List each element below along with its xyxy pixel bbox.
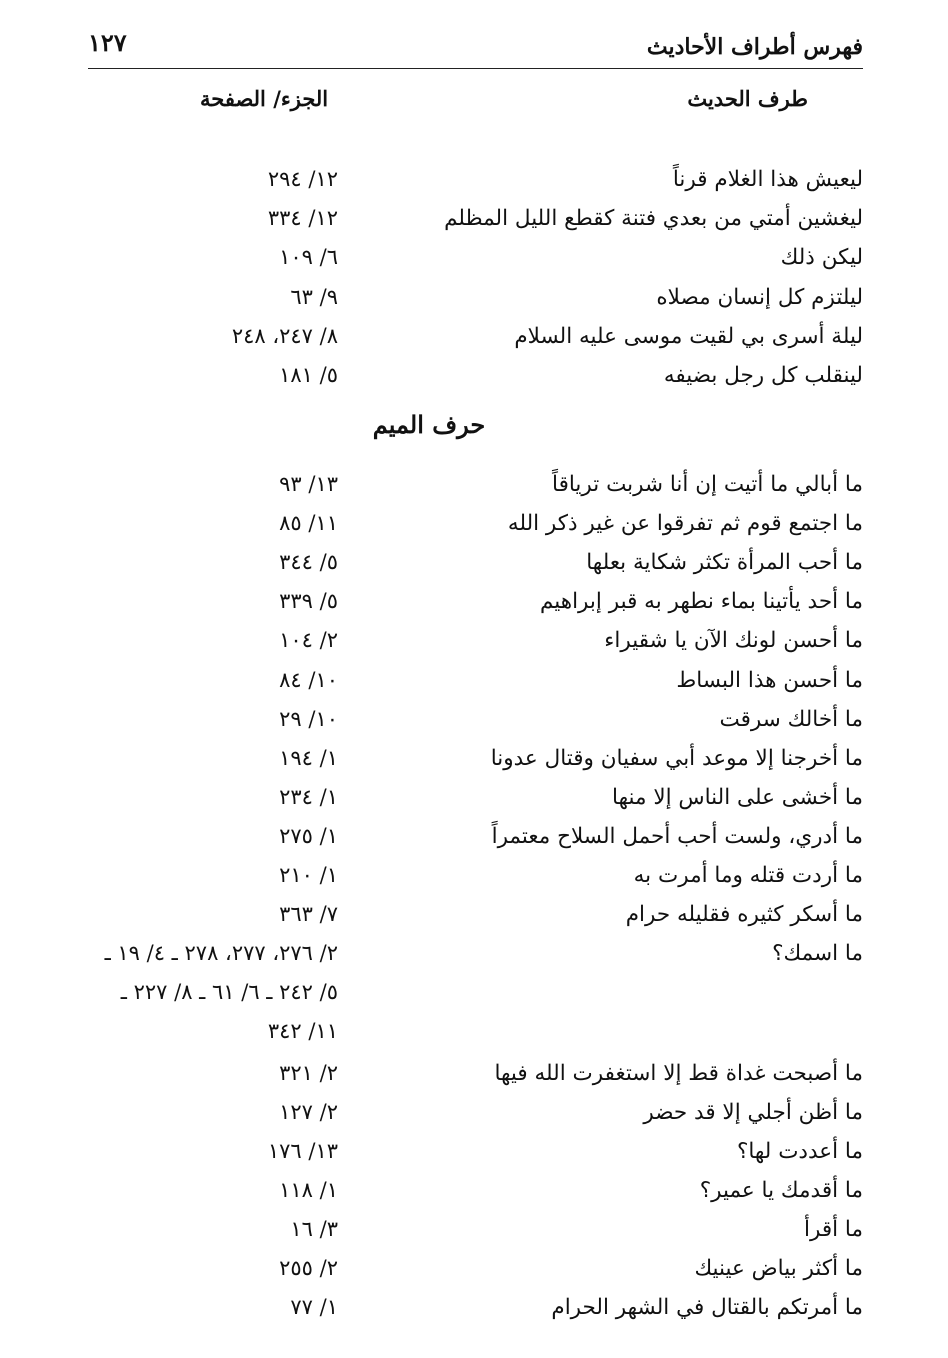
running-title: فهرس أطراف الأحاديث (646, 34, 863, 60)
entry-row-continuation (0, 1012, 948, 1051)
entry-row (0, 1210, 948, 1249)
entry-row (0, 1288, 948, 1327)
hadith-text: ما أمرتكم بالقتال في الشهر الحرام (551, 1295, 863, 1321)
entry-row (0, 1093, 948, 1132)
hadith-text: ما أخرجنا إلا موعد أبي سفيان وقتال عدونا (490, 745, 863, 771)
entry-row (0, 1054, 948, 1093)
hadith-text: ما اجتمع قوم ثم تفرقوا عن غير ذكر الله (507, 511, 863, 537)
reference-text: ١٠/ ٢٩ (279, 706, 338, 731)
entry-row (0, 317, 948, 356)
hadith-text: ما أعددت لها؟ (736, 1138, 863, 1164)
entry-row (0, 465, 948, 504)
entry-row (0, 543, 948, 582)
reference-text: ٥/ ١٨١ (279, 363, 338, 387)
entry-row (0, 199, 948, 238)
reference-text: ١/ ١٩٤ (279, 745, 338, 770)
entry-row (0, 778, 948, 817)
hadith-text: ليعيش هذا الغلام قرناً (672, 167, 863, 192)
hadith-text: ما أظن أجلي إلا قد حضر (643, 1099, 863, 1125)
entry-row (0, 1132, 948, 1171)
reference-text: ١٢/ ٣٣٤ (267, 206, 338, 231)
hadith-text: ما أصبحت غداة قط إلا استغفرت الله فيها (494, 1060, 863, 1086)
reference-text: ٧/ ٣٦٣ (279, 902, 338, 927)
reference-text: ٨/ ٢٤٧، ٢٤٨ (231, 323, 338, 348)
reference-text: ٢/ ٣٢١ (279, 1060, 338, 1085)
entry-row (0, 278, 948, 317)
hadith-text: ليلة أسرى بي لقيت موسى عليه السلام (514, 323, 863, 349)
reference-text: ١١/ ٨٥ (279, 511, 338, 536)
hadith-text: ما أقدمك يا عمير؟ (699, 1177, 863, 1203)
column-header-hadith: طرف الحديث (687, 86, 808, 111)
reference-text: ١/ ١١٨ (279, 1177, 338, 1202)
hadith-text: ما اسمك؟ (772, 941, 863, 967)
hadith-text: ما أكثر بياض عينيك (694, 1256, 863, 1281)
reference-text: ١/ ٢١٠ (279, 863, 338, 887)
reference-text: ٥/ ٣٣٩ (279, 589, 338, 614)
reference-text: ١/ ٢٣٤ (279, 784, 338, 809)
reference-text: ٢/ ١٢٧ (279, 1099, 338, 1124)
hadith-text: ما أردت قتله وما أمرت به (633, 863, 863, 888)
entry-row (0, 700, 948, 739)
hadith-text: ما أسكر كثيره فقليله حرام (625, 902, 863, 928)
reference-text: ٩/ ٦٣ (290, 284, 338, 309)
entry-row (0, 739, 948, 778)
entry-row (0, 160, 948, 199)
reference-text: ٣/ ١٦ (290, 1216, 338, 1241)
reference-text: ١/ ٧٧ (290, 1295, 338, 1320)
running-header (88, 28, 863, 69)
entry-row (0, 934, 948, 973)
entry-row-continuation (0, 973, 948, 1012)
reference-continuation: ٥/ ٢٤٢ ـ ٦/ ٦١ ـ ٨/ ٢٢٧ ـ (120, 980, 338, 1005)
hadith-text: لينقلب كل رجل بضيفه (663, 363, 863, 388)
reference-continuation: ١١/ ٣٤٢ (267, 1019, 338, 1044)
reference-text: ٥/ ٣٤٤ (279, 550, 338, 575)
reference-text: ١٣/ ٩٣ (279, 472, 338, 496)
reference-text: ١٢/ ٢٩٤ (267, 167, 338, 191)
page-number: ١٢٧ (88, 28, 127, 57)
entry-row (0, 817, 948, 856)
entry-row (0, 238, 948, 277)
entry-row (0, 1249, 948, 1288)
entry-row (0, 661, 948, 700)
entry-row (0, 356, 948, 395)
reference-text: ٢/ ٢٥٥ (279, 1256, 338, 1280)
column-header-reference: الجزء/ الصفحة (200, 86, 329, 111)
hadith-text: ليغشين أمتي من بعدي فتنة كقطع الليل المظلم (444, 206, 863, 232)
section-heading-text: حرف الميم (372, 410, 486, 439)
hadith-text: ما أخشى على الناس إلا منها (612, 784, 863, 810)
reference-text: ٢/ ١٠٤ (279, 628, 338, 653)
entry-row (0, 504, 948, 543)
reference-text: ٢/ ٢٧٦، ٢٧٧، ٢٧٨ ـ ٤/ ١٩ ـ (104, 941, 338, 966)
hadith-text: ما أخالك سرقت (719, 706, 863, 732)
hadith-text: ليكن ذلك (780, 245, 863, 271)
entry-row (0, 856, 948, 895)
reference-text: ١٣/ ١٧٦ (267, 1138, 338, 1163)
hadith-text: ليلتزم كل إنسان مصلاه (656, 284, 863, 310)
entry-row (0, 895, 948, 934)
hadith-text: ما أحسن لونك الآن يا شقيراء (604, 628, 863, 654)
hadith-text: ما أبالي ما أتيت إن أنا شربت ترياقاً (552, 472, 863, 497)
entry-row (0, 582, 948, 621)
hadith-text: ما أقرأ (804, 1216, 863, 1242)
hadith-text: ما أحسن هذا البساط (676, 667, 863, 693)
reference-text: ٦/ ١٠٩ (279, 245, 338, 270)
entry-row (0, 1171, 948, 1210)
hadith-text: ما أحب المرأة تكثر شكاية بعلها (586, 550, 863, 576)
reference-text: ١/ ٢٧٥ (279, 823, 338, 848)
section-heading (0, 410, 948, 439)
hadith-text: ما أحد يأتينا بماء نطهر به قبر إبراهيم (539, 589, 863, 615)
hadith-text: ما أدري، ولست أحب أحمل السلاح معتمراً (491, 823, 863, 849)
reference-text: ١٠/ ٨٤ (279, 667, 338, 692)
entry-row (0, 621, 948, 660)
